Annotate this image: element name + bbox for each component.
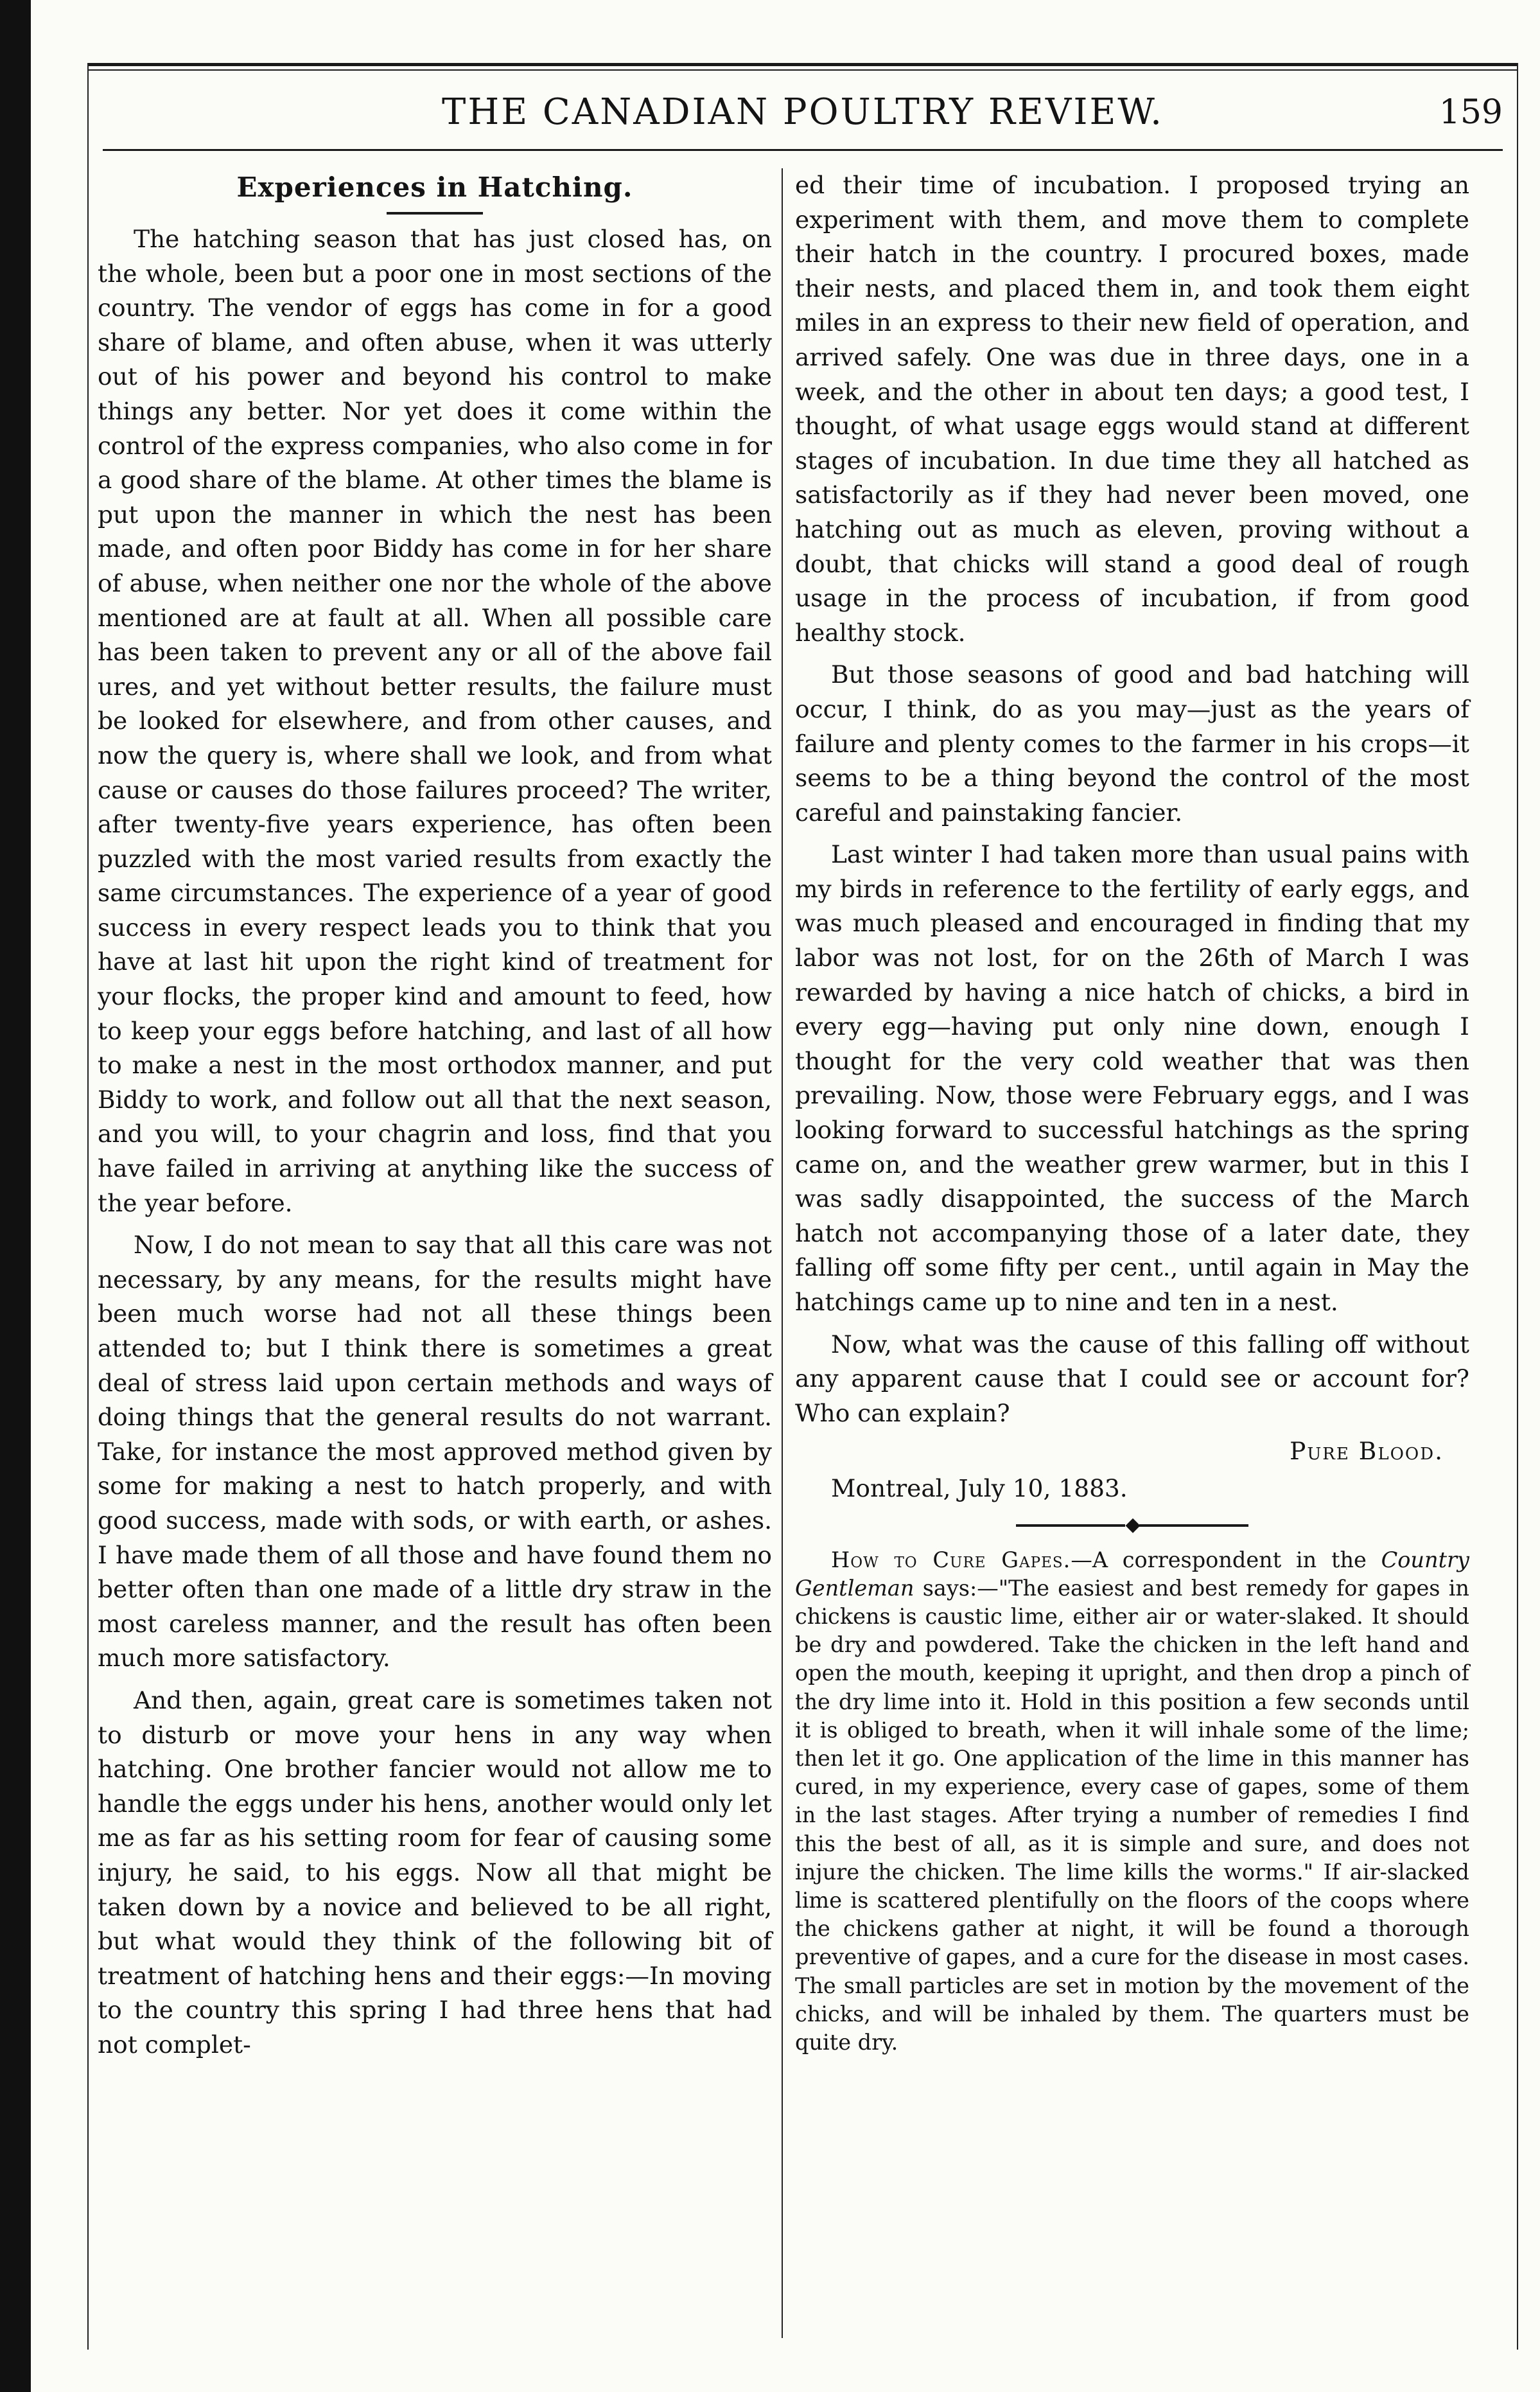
gapes-paragraph bbox=[795, 1546, 1469, 2057]
journal-title: THE CANADIAN POULTRY REVIEW. bbox=[442, 91, 1164, 133]
page-edge-shadow bbox=[0, 0, 31, 2392]
frame-right-rule bbox=[1517, 63, 1518, 2350]
page-number: 159 bbox=[1439, 93, 1503, 132]
top-border-rule-thin bbox=[87, 69, 1518, 71]
paragraph: Now, what was the cause of this falling off without any apparent cause that I could see or account for? Who can explain? bbox=[795, 1330, 1469, 1427]
paragraph: Now, I do not mean to say that all this care was not necessary, by any means, for the results might have been much worse had not all these things been attended to; but I think there is sometimes a great deal of stress laid upon certain methods and ways of doing things that the general results do not warrant. Take, for instance the most approved method given by some for making a nest to hatch properly, and with good success, made with sods, or with earth, or ashes. I have made them of all those and have found them no better often than one made of a little dry straw in the most careless manner, and the result has often been much more satisfactory. bbox=[98, 1231, 772, 1673]
paragraph: But those seasons of good and bad hatching will occur, I think, do as you may—just as the years of failure and plenty comes to the farmer in his crops—it seems to be a thing beyond the control of the most careful and painstaking fancier. bbox=[795, 660, 1469, 827]
paragraph-continued: ed their time of incubation. I proposed trying an experiment with them, and move them to complete their hatch in the country. I procured boxes, made their nests, and placed them in, and took them eight miles in an express to their new field of operation, and arrived safely. One was due in three days, one in a week, and the other in about ten days; a good test, I thought, of what usage eggs would stand at different stages of incubation. In due time they all hatched as satisfactorily as if they had never been moved, one hatching out as much as eleven, proving without a doubt, that chicks will stand a good deal of rough usage in the process of incubation, if from good healthy stock. bbox=[795, 171, 1469, 647]
article-title: Experiences in Hatching. bbox=[236, 171, 633, 203]
paragraph: And then, again, great care is sometimes taken not to disturb or move your hens in any way when hatching. One brother fancier would not allow me to handle the eggs under his hens, another would only let me as far as his setting room for fear of causing some injury, he said, to his eggs. Now all that might be taken down by a novice and believed to be all right, but what would they think of the following bit of treatment of hatching hens and their eggs:—In moving to the country this spring I had three hens that had not complet- bbox=[98, 1685, 772, 2059]
title-rule bbox=[387, 212, 483, 215]
header-rule bbox=[103, 149, 1503, 151]
top-border-rule bbox=[87, 63, 1518, 66]
publication-name: Country Gentleman bbox=[795, 1547, 1469, 1601]
paragraph: Last winter I had taken more than usual pains with my birds in reference to the fertility of early eggs, and was much pleased and encouraged in finding that my labor was not lost, for on the 26th of March I was rewarded by having a nice hatch of chicks, a bird in every egg—having put only nine down, enough I thought for the very cold weather that was then prevailing. Now, those were February eggs, and I was looking forward to successful hatchings as the spring came on, and the weather grew warmer, but in this I was sadly disappointed, the success of the March hatch not accompanying those of a later date, they falling off some fifty per cent., until again in May the hatchings came up to nine and ten in a nest. bbox=[795, 840, 1469, 1316]
dateline: Montreal, July 10, 1883. bbox=[831, 1473, 1128, 1502]
left-column bbox=[98, 168, 772, 2062]
author-signature: Pure Blood. bbox=[1290, 1437, 1444, 1466]
paragraph: The hatching season that has just closed has, on the whole, been but a poor one in most sections of the country. The vendor of eggs has come in for a good share of blame, and often abuse, when it was utterly out of his power and beyond his control to make things any better. Nor yet does it come within the control of the express companies, who also come in for a good share of the blame. At other times the blame is put upon the manner in which the nest has been made, and often poor Biddy has come in for her share of abuse, when neither one nor the whole of the above mentioned are at fault at all. When all possible care has been taken to prevent any or all of the above fail ures, and yet without better results, the failure must be looked for elsewhere, and from other causes, and now the query is, where shall we look, and from what cause or causes do those failures proceed? The writer, after twenty-five years experience, has often been puzzled with the most varied results from exactly the same circumstances. The experience of a year of good success in every respect leads you to think that you have at last hit upon the right kind of treatment for your flocks, the proper kind and amount to feed, how to keep your eggs before hatching, and last of all how to make a nest in the most orthodox manner, and put Biddy to work, and follow out all that the next season, and you will, to your chagrin and loss, find that you have failed in arriving at anything like the success of the year before. bbox=[98, 225, 772, 1217]
page-header bbox=[103, 85, 1503, 140]
right-column bbox=[795, 168, 1469, 2057]
gapes-lead: —A correspondent in the bbox=[1071, 1547, 1381, 1572]
section-ornament: ◆ bbox=[795, 1515, 1469, 1535]
gapes-heading: How to Cure Gapes. bbox=[831, 1547, 1071, 1572]
gapes-body: says:—"The easiest and best remedy for gapes in chickens is caustic lime, either air or water-slaked. It should be dry and powdered. Take the chicken in the left hand and open the mouth, keeping it upright, and then drop a pinch of the dry lime into it. Hold in this position a few seconds until it is obliged to breath, when it will inhale some of the lime; then let it go. One application of the lime in this manner has cured, in my experience, every case of gapes, some of them in the last stages. After trying a number of remedies I find this the best of all, as it is simple and sure, and does not injure the chicken. The lime kills the worms." If air-slacked lime is scattered plentifully on the floors of the coops where the chickens gather at night, it will be found a thorough preventive of gapes, and a cure for the disease in most cases. The small particles are set in motion by the movement of the chicks, and will be inhaled by them. The quarters must be quite dry. bbox=[795, 1575, 1469, 2055]
column-divider bbox=[782, 168, 783, 2338]
article-gapes bbox=[795, 1546, 1469, 2057]
frame-left-rule bbox=[87, 63, 89, 2350]
